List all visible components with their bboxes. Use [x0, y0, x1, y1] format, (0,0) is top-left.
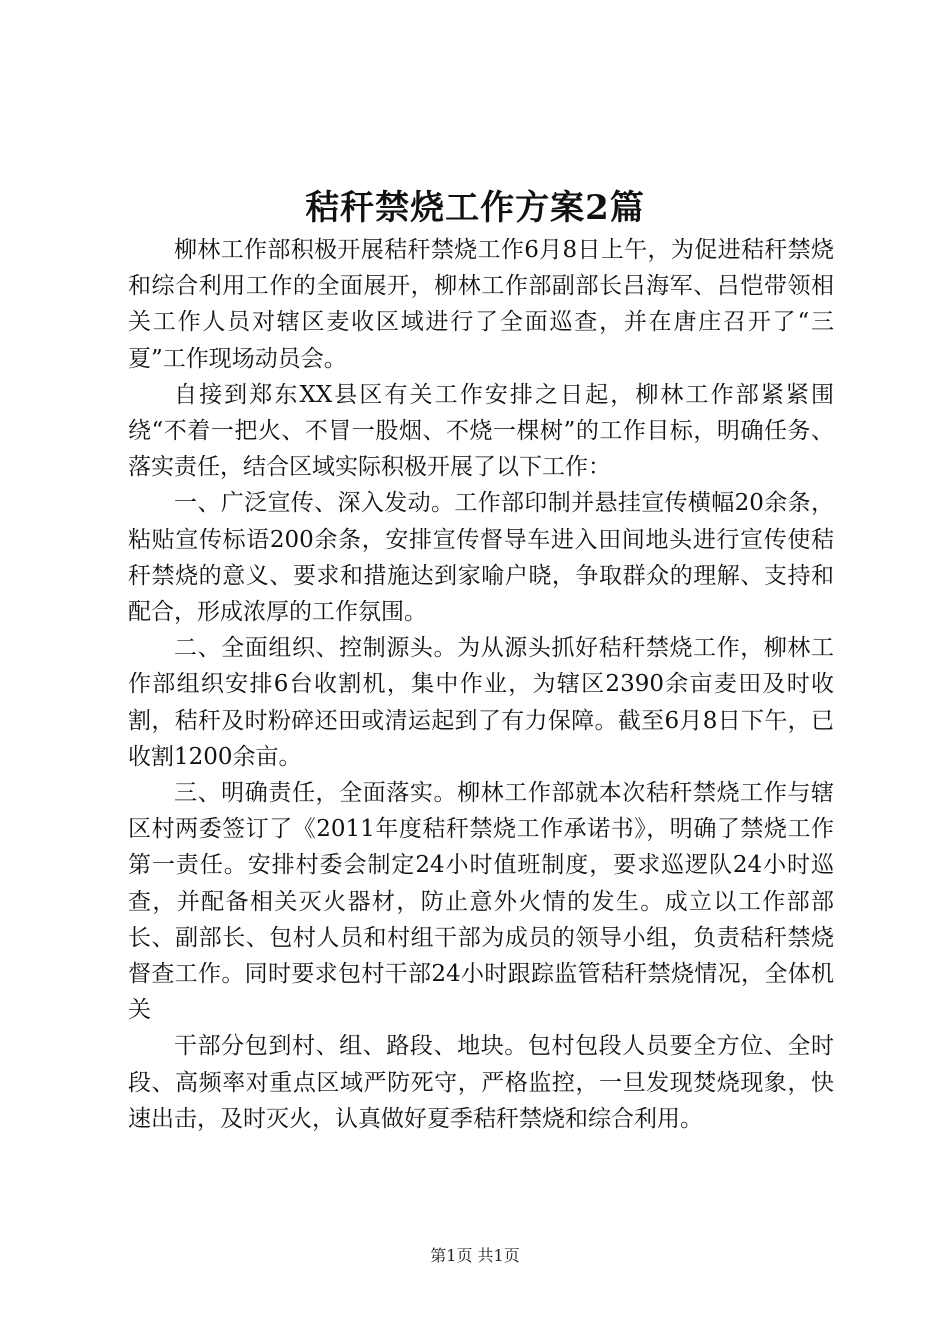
document-body: [128, 232, 834, 1137]
paragraph-responsibility: 三、明确责任，全面落实。柳林工作部就本次秸秆禁烧工作与辖区村两委签订了《2011年度秸秆禁烧工作承诺书》，明确了禁烧工作第一责任。安排村委会制定24小时值班制度，要求巡逻队24小时巡查，并配备相关灭火器材，防止意外火情的发生。成立以工作部部长、副部长、包村人员和村组干部为成员的领导小组，负责秸秆禁烧督查工作。同时要求包村干部24小时跟踪监管秸秆禁烧情况，全体机关: [128, 780, 834, 1024]
paragraph-intro: 柳林工作部积极开展秸秆禁烧工作6月8日上午，为促进秸秆禁烧和综合利用工作的全面展开，柳林工作部副部长吕海军、吕恺带领相关工作人员对辖区麦收区域进行了全面巡查，并在唐庄召开了“三夏”工作现场动员会。: [128, 237, 834, 372]
paragraph-cadre-assignment: 干部分包到村、组、路段、地块。包村包段人员要全方位、全时段、高频率对重点区域严防死守，严格监控，一旦发现焚烧现象，快速出击，及时灭火，认真做好夏季秸秆禁烧和综合利用。: [128, 1033, 834, 1132]
paragraph-background: 自接到郑东XX县区有关工作安排之日起，柳林工作部紧紧围绕“不着一把火、不冒一股烟、不烧一棵树”的工作目标，明确任务、落实责任，结合区域实际积极开展了以下工作：: [128, 381, 834, 481]
page-title: 秸秆禁烧工作方案2篇: [305, 188, 645, 228]
paragraph-source-control: 二、全面组织、控制源头。为从源头抓好秸秆禁烧工作，柳林工作部组织安排6台收割机，集中作业，为辖区2390余亩麦田及时收割，秸秆及时粉碎还田或清运起到了有力保障。截至6月8日下午，已收割1200余亩。: [128, 635, 834, 770]
paragraph-publicity: 一、广泛宣传、深入发动。工作部印制并悬挂宣传横幅20余条，粘贴宣传标语200余条，安排宣传督导车进入田间地头进行宣传使秸秆禁烧的意义、要求和措施达到家喻户晓，争取群众的理解、支持和配合，形成浓厚的工作氛围。: [128, 490, 834, 626]
page-footer: 第1页 共1页: [430, 1246, 520, 1265]
